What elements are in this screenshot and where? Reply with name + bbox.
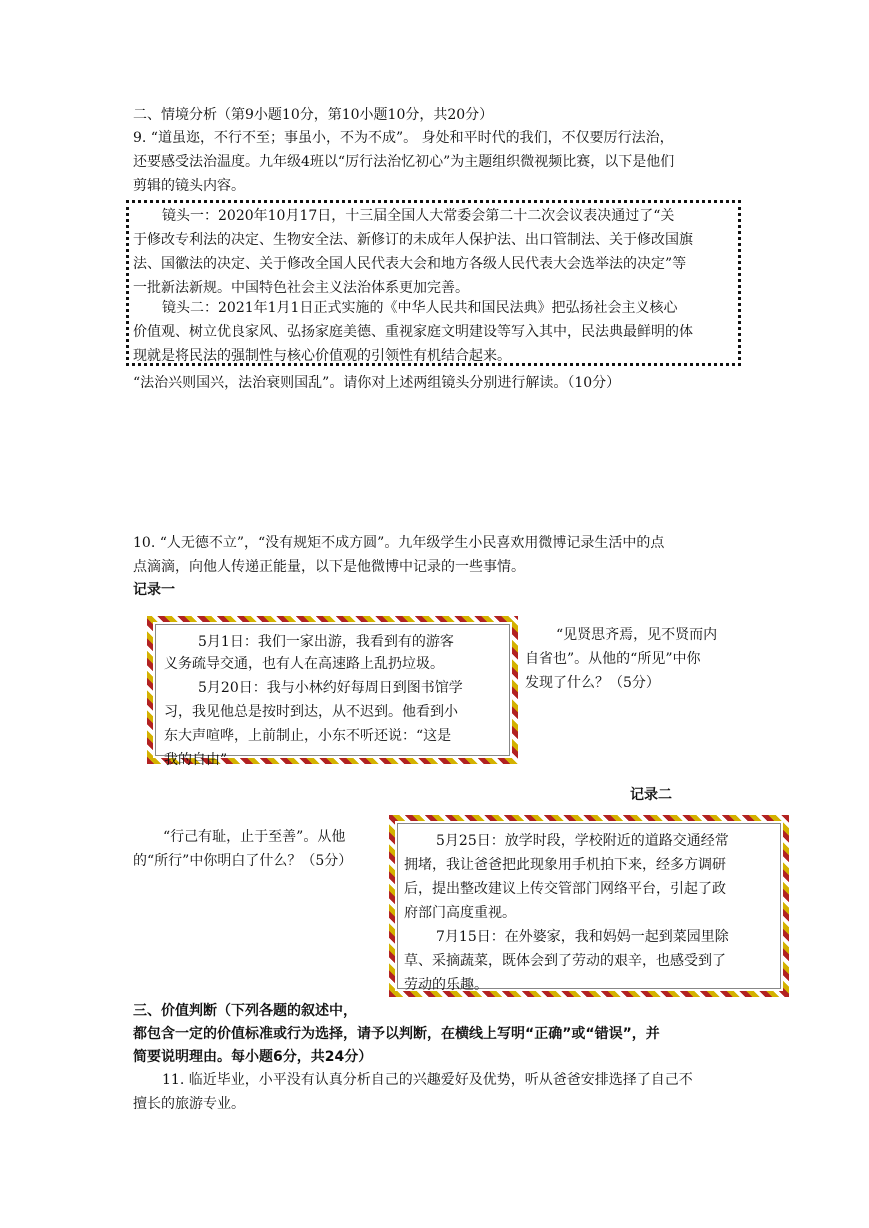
scene2-line-3: 现就是将民法的强制性与核心价值观的引领性有机结合起来。 — [133, 348, 511, 364]
q9-line-3: 剪辑的镜头内容。 — [133, 178, 245, 194]
record-2-line-1: 5月25日：放学时段，学校附近的道路交通经常 — [436, 833, 729, 849]
scene2-line-2: 价值观、树立优良家风、弘扬家庭美德、重视家庭文明建设等写入其中，民法典最鲜明的体 — [133, 324, 693, 340]
record-2-line-3: 后，提出整改建议上传交管部门网络平台，引起了政 — [404, 881, 726, 897]
record-1-line-6: 我的自由” — [164, 752, 228, 768]
record-1-heading: 记录一 — [133, 582, 175, 598]
scene1-line-4: 一批新法新规。中国特色社会主义法治体系更加完善。 — [133, 280, 469, 296]
record-1-line-4: 习，我见他总是按时到达，从不迟到。他看到小 — [164, 704, 458, 720]
q9-line-1: 9. “道虽迩，不行不至；事虽小，不为不成”。 身处和平时代的我们，不仅要厉行法治， — [133, 130, 674, 146]
scene2-line-1: 镜头二：2021年1月1日正式实施的《中华人民共和国民法典》把弘扬社会主义核心 — [162, 300, 678, 316]
record-2-question-1: “行己有耻，止于至善”。从他 — [163, 829, 346, 845]
record-2-question-2: 的“所行”中你明白了什么？（5分） — [133, 853, 353, 869]
record-1-line-5: 东大声喧哗，上前制止，小东不听还说：“这是 — [164, 728, 452, 744]
scene1-line-1: 镜头一：2020年10月17日，十三届全国人大常委会第二十二次会议表决通过了“关 — [162, 208, 675, 224]
record-2-line-7: 劳动的乐趣。 — [404, 977, 488, 993]
record-1-question-1: “见贤思齐焉，见不贤而内 — [556, 627, 718, 643]
record-2-heading: 记录二 — [630, 787, 672, 803]
record-1-box — [147, 616, 518, 768]
record-2-box — [389, 815, 789, 997]
q10-line-2: 点滴滴，向他人传递正能量，以下是他微博中记录的一些事情。 — [133, 559, 525, 575]
scene1-line-3: 法、国徽法的决定、关于修改全国人民代表大会和地方各级人民代表大会选举法的决定”等 — [133, 256, 687, 272]
record-2-line-4: 府部门高度重视。 — [404, 905, 516, 921]
record-2-line-2: 拥堵，我让爸爸把此现象用手机拍下来，经多方调研 — [404, 857, 726, 873]
q11-line-2: 擅长的旅游专业。 — [133, 1096, 245, 1112]
record-1-line-3: 5月20日：我与小林约好每周日到图书馆学 — [198, 680, 463, 696]
record-2-line-6: 草、采摘蔬菜，既体会到了劳动的艰辛，也感受到了 — [404, 953, 726, 969]
q10-line-1: 10. “人无德不立”，“没有规矩不成方圆”。九年级学生小民喜欢用微博记录生活中的点 — [133, 535, 665, 551]
section-3-title-2: 都包含一定的价值标准或行为选择，请予以判断，在横线上写明“正确”或“错误”，并 — [133, 1026, 660, 1042]
record-1-question-2: 自省也”。从他的“所见”中你 — [525, 651, 701, 667]
record-1-line-2: 义务疏导交通，也有人在高速路上乱扔垃圾。 — [164, 656, 444, 672]
section-2-title: 二、情境分析（第9小题10分，第10小题10分，共20分） — [133, 107, 494, 123]
record-2-line-5: 7月15日：在外婆家，我和妈妈一起到菜园里除 — [436, 929, 729, 945]
section-3-title-3: 简要说明理由。每小题6分，共24分） — [133, 1049, 373, 1065]
record-1-question-3: 发现了什么？（5分） — [525, 675, 660, 691]
q11-line-1: 11. 临近毕业，小平没有认真分析自己的兴趣爱好及优势，听从爸爸安排选择了自己不 — [162, 1072, 693, 1088]
section-3-title-1: 三、价值判断（下列各题的叙述中， — [133, 1003, 357, 1019]
q9-line-2: 还要感受法治温度。九年级4班以“厉行法治忆初心”为主题组织微视频比赛，以下是他们 — [133, 154, 675, 170]
scene1-line-2: 于修改专利法的决定、生物安全法、新修订的未成年人保护法、出口管制法、关于修改国旗 — [133, 232, 693, 248]
q9-question: “法治兴则国兴，法治衰则国乱”。请你对上述两组镜头分别进行解读。（10分） — [133, 375, 621, 391]
record-1-line-1: 5月1日：我们一家出游，我看到有的游客 — [198, 634, 454, 650]
